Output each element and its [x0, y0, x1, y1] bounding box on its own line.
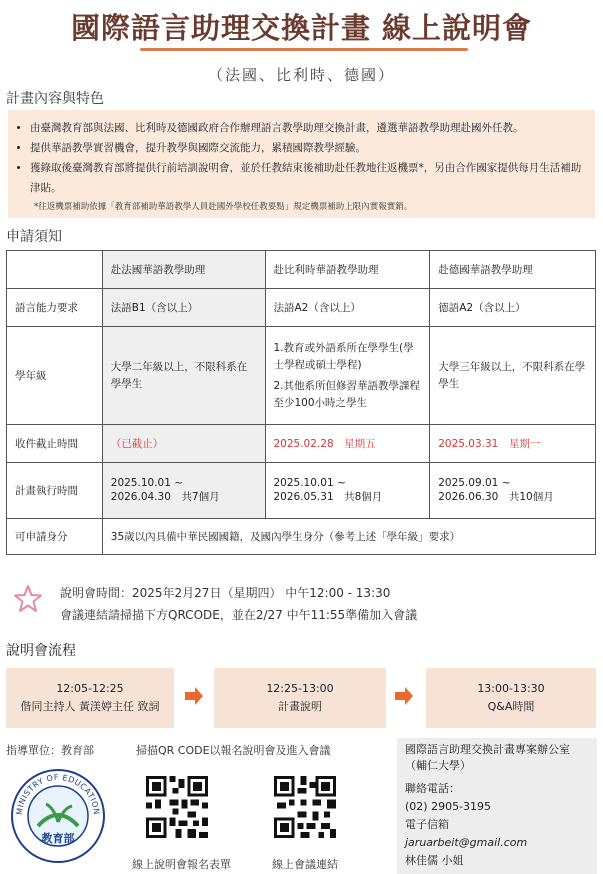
- table-cell: [265, 463, 430, 519]
- flow-step: [6, 668, 174, 728]
- flow-step-desc: Q&A時間: [487, 700, 535, 713]
- arrow-right-icon: [184, 686, 204, 706]
- period-line: 2026.06.30 共10個月: [438, 491, 554, 503]
- deadline-germany: 2025.03.31 星期一: [430, 425, 596, 463]
- table-row: [7, 425, 596, 463]
- contact-box: [397, 738, 597, 874]
- flow-step-desc: 計畫說明: [278, 700, 322, 713]
- table-cell: [102, 463, 265, 519]
- table-header-cell: 赴比利時華語教學助理: [265, 251, 430, 289]
- contact-label: 聯絡電話：: [405, 782, 460, 795]
- contact-email[interactable]: jaruarbeit@gmail.com: [405, 836, 528, 849]
- grade-belgium-2: 2.其他系所但修習華語教學課程至少100小時之學生: [273, 379, 421, 409]
- flow-step-desc: 偕同主持人 黃渼婷主任 致詞: [20, 700, 160, 713]
- feature-item: • 由臺灣教育部與法國、比利時及德國政府合作辦理語言教學助理交換計畫，遴選華語教學助理赴國外任教。: [30, 118, 585, 138]
- page-title: 國際語言助理交換計畫 線上說明會: [70, 11, 533, 45]
- period-line: 2025.10.01 ~: [273, 477, 346, 489]
- row-label: 收件截止時間: [7, 425, 103, 463]
- period-line: 2026.04.30 共7個月: [110, 491, 220, 503]
- svg-text:教育部: 教育部: [41, 832, 75, 845]
- qr-code-icon[interactable]: [274, 776, 336, 838]
- feature-note: *往返機票補助依據「教育部補助華語教學人員赴國外學校任教要點」規定機票補助上限內實報實銷。: [34, 202, 413, 212]
- row-label: 計畫執行時間: [7, 463, 103, 519]
- email-label: 電子信箱: [405, 818, 449, 831]
- table-header-cell: 赴德國華語教學助理: [430, 251, 596, 289]
- requirements-table: [6, 250, 596, 555]
- flow-step-time: 13:00-13:30: [477, 682, 545, 695]
- table-cell: 法語B1（含以上）: [102, 289, 265, 327]
- table-row: [7, 463, 596, 519]
- table-cell: 法語A2（含以上）: [265, 289, 430, 327]
- contact-person: 林佳儒 小姐: [405, 854, 464, 867]
- table-cell: [265, 327, 430, 425]
- contact-phone: (02) 2905-3195: [405, 800, 492, 813]
- flow-step: [214, 668, 386, 728]
- table-row: [7, 519, 596, 555]
- qr-code-icon[interactable]: [146, 776, 208, 838]
- qr1-label: 線上說明會報名表單: [132, 858, 231, 871]
- period-line: 2025.09.01 ~: [438, 477, 511, 489]
- table-header-cell: 赴法國華語教學助理: [102, 251, 265, 289]
- table-cell: 德語A2（含以上）: [430, 289, 596, 327]
- features-box: [8, 110, 595, 218]
- row-label: 學年級: [7, 327, 103, 425]
- flow-step: [426, 668, 596, 728]
- office-name: 國際語言助理交換計畫專案辦公室（輔仁大學）: [405, 743, 570, 772]
- feature-item: • 提供華語教學實習機會，提升教學與國際交流能力，累積國際教學經驗。: [30, 138, 585, 158]
- flow-step-time: 12:05-12:25: [56, 682, 124, 695]
- requirements-heading: 申請須知: [6, 229, 62, 245]
- meeting-link-note: 會議連結請掃描下方QRCODE，並在2/27 中午11:55準備加入會議: [60, 608, 418, 622]
- eligibility-cell: 35歲以內具備中華民國國籍，及國內學生身分（參考上述「學年級」要求）: [102, 519, 595, 555]
- period-line: 2026.05.31 共8個月: [273, 491, 383, 503]
- arrow-right-icon: [394, 686, 414, 706]
- meeting-time: 說明會時間：2025年2月27日（星期四） 中午12:00 - 13:30: [60, 586, 391, 600]
- deadline-belgium: 2025.02.28 星期五: [265, 425, 430, 463]
- deadline-france: （已截止）: [102, 425, 265, 463]
- star-icon: [12, 583, 44, 615]
- table-cell: 大學二年級以上，不限科系在學學生: [102, 327, 265, 425]
- supervisor-label: 指導單位：教育部: [6, 744, 94, 757]
- page-subtitle: （法國、比利時、德國）: [207, 66, 395, 84]
- table-header-row: [7, 251, 596, 289]
- ministry-logo: [8, 764, 108, 864]
- features-heading: 計畫內容與特色: [6, 91, 104, 107]
- period-line: 2025.10.01 ~: [110, 477, 184, 489]
- flow-heading: 說明會流程: [6, 643, 76, 659]
- title-underline: [140, 48, 468, 51]
- row-label: 語言能力要求: [7, 289, 103, 327]
- table-cell: [430, 463, 596, 519]
- feature-item: • 獲錄取後臺灣教育部將提供行前培訓說明會，並於任教結束後補助赴任教地往返機票*，另由合作國家提供每月生活補助津貼。: [30, 158, 585, 198]
- qr2-label: 線上會議連結: [272, 858, 338, 871]
- qr-instruction: 掃描QR CODE以報名說明會及進入會議: [136, 744, 331, 757]
- table-row: [7, 327, 596, 425]
- table-cell: 大學三年級以上，不限科系在學學生: [430, 327, 596, 425]
- flow-step-time: 12:25-13:00: [266, 682, 334, 695]
- svg-text:MINISTRY OF EDUCATION: MINISTRY OF EDUCATION: [14, 772, 102, 816]
- grade-belgium-1: 1.教育或外語系所在學學生(學士學程或碩士學程): [273, 341, 414, 371]
- table-header-cell: [7, 251, 103, 289]
- table-row: [7, 289, 596, 327]
- meeting-info: [60, 582, 417, 626]
- row-label: 可申請身分: [7, 519, 103, 555]
